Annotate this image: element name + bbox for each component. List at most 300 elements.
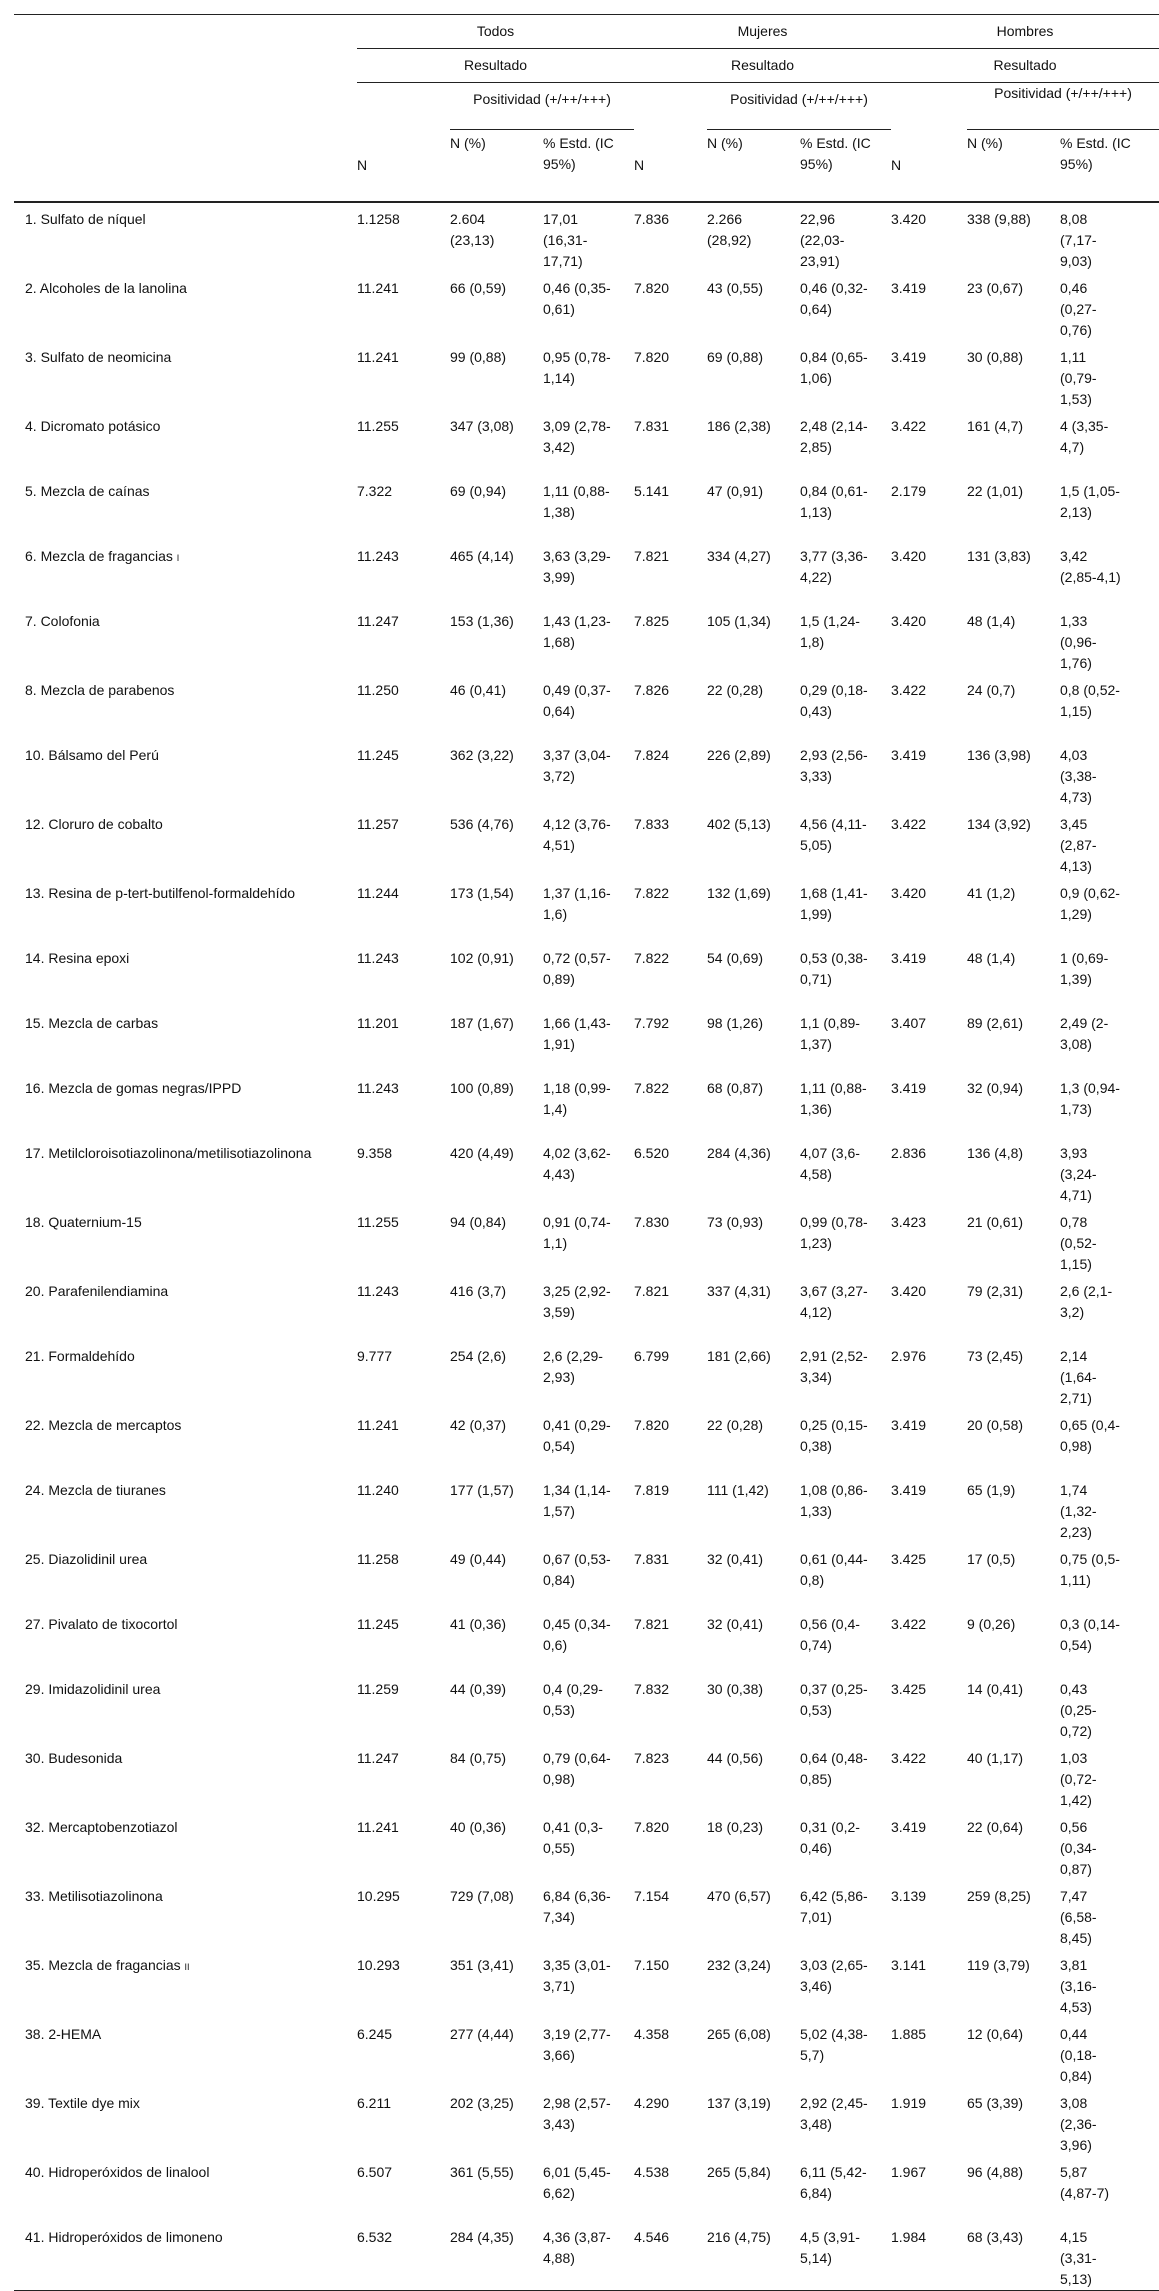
todos-n: 11.201 [357, 1015, 399, 1031]
mujeres-n-pct: 137 (3,19) [707, 2095, 771, 2111]
hombres-pct-estd: 1,3 (0,94-1,73) [1060, 1080, 1120, 1117]
mujeres-pct-estd: 3,03 (2,65-3,46) [800, 1957, 868, 1994]
hombres-n-pct: 12 (0,64) [967, 2026, 1024, 2042]
table-row [14, 410, 1159, 475]
mujeres-n: 7.821 [634, 548, 670, 564]
allergen-name: 29. Imidazolidinil urea [25, 1681, 161, 1697]
allergen-name: 21. Formaldehído [25, 1348, 135, 1364]
hombres-pct-estd: 1 (0,69-1,39) [1060, 950, 1109, 987]
todos-n-pct: 347 (3,08) [450, 418, 514, 434]
allergen-name: 1. Sulfato de níquel [25, 211, 146, 227]
mujeres-n: 7.154 [634, 1888, 670, 1904]
todos-n: 6.211 [357, 2095, 391, 2111]
mujeres-n: 7.820 [634, 280, 670, 296]
mujeres-pct-estd: 1,08 (0,86-1,33) [800, 1482, 868, 1519]
hombres-pct-estd: 1,74 (1,32-2,23) [1060, 1482, 1097, 1540]
hombres-pct-estd: 0,9 (0,62-1,29) [1060, 885, 1120, 922]
mujeres-pct-estd: 3,77 (3,36-4,22) [800, 548, 868, 585]
mujeres-n-pct: 32 (0,41) [707, 1551, 764, 1567]
mujeres-n: 7.820 [634, 1819, 670, 1835]
todos-pct-estd: 4,02 (3,62-4,43) [543, 1145, 611, 1182]
group-hombres: Hombres [891, 15, 1159, 49]
hombres-n: 3.419 [891, 280, 927, 296]
hombres-n: 1.984 [891, 2229, 927, 2245]
table-row [14, 540, 1159, 605]
allergen-name: 27. Pivalato de tixocortol [25, 1616, 178, 1632]
mujeres-n-pct: 47 (0,91) [707, 483, 764, 499]
hombres-pct-estd: 3,93 (3,24-4,71) [1060, 1145, 1097, 1203]
todos-n: 10.293 [357, 1957, 400, 1973]
hombres-n-pct: 24 (0,7) [967, 682, 1016, 698]
hombres-pct-estd: 0,46 (0,27-0,76) [1060, 280, 1097, 338]
hombres-n: 3.407 [891, 1015, 927, 1031]
hombres-n-pct: 32 (0,94) [967, 1080, 1024, 1096]
allergen-name: 35. Mezcla de fragancias II [25, 1957, 190, 1973]
mujeres-pct-estd: 0,31 (0,2-0,46) [800, 1819, 860, 1856]
todos-n-pct: 40 (0,36) [450, 1819, 507, 1835]
hombres-n: 3.420 [891, 548, 927, 564]
allergen-name: 3. Sulfato de neomicina [25, 349, 172, 365]
mujeres-n-pct: 216 (4,75) [707, 2229, 771, 2245]
todos-pct-estd: 3,25 (2,92-3,59) [543, 1283, 611, 1320]
mujeres-n-pct: 73 (0,93) [707, 1214, 764, 1230]
todos-n: 6.532 [357, 2229, 393, 2245]
table-row [14, 942, 1159, 1007]
mujeres-pct-estd: 5,02 (4,38-5,7) [800, 2026, 868, 2063]
mujeres-n-pct: 132 (1,69) [707, 885, 771, 901]
allergen-name: 30. Budesonida [25, 1750, 123, 1766]
todos-pct-estd: 1,18 (0,99-1,4) [543, 1080, 611, 1117]
hombres-n: 3.420 [891, 885, 927, 901]
hombres-n-pct: 338 (9,88) [967, 211, 1031, 227]
mujeres-n: 7.823 [634, 1750, 670, 1766]
allergen-name: 12. Cloruro de cobalto [25, 816, 163, 832]
allergen-name: 15. Mezcla de carbas [25, 1015, 159, 1031]
mujeres-n-pct: 18 (0,23) [707, 1819, 764, 1835]
mujeres-n-pct: 181 (2,66) [707, 1348, 771, 1364]
hombres-pct-estd: 2,14 (1,64-2,71) [1060, 1348, 1097, 1406]
todos-pct-estd: 6,01 (5,45-6,62) [543, 2164, 611, 2201]
mujeres-n: 6.520 [634, 1145, 670, 1161]
col-estd-todos: % Estd. (IC 95%) [543, 129, 634, 175]
mujeres-n: 7.821 [634, 1283, 670, 1299]
allergen-name: 4. Dicromato potásico [25, 418, 161, 434]
allergen-name: 24. Mezcla de tiuranes [25, 1482, 166, 1498]
todos-n-pct: 44 (0,39) [450, 1681, 507, 1697]
todos-n: 11.247 [357, 613, 399, 629]
todos-pct-estd: 0,41 (0,29-0,54) [543, 1417, 611, 1454]
todos-pct-estd: 17,01 (16,31-17,71) [543, 211, 588, 269]
todos-n: 11.243 [357, 548, 399, 564]
mujeres-n: 7.819 [634, 1482, 670, 1498]
hombres-n-pct: 136 (4,8) [967, 1145, 1024, 1161]
todos-n: 11.241 [357, 349, 399, 365]
table-row [14, 1811, 1159, 1880]
hombres-n: 2.836 [891, 1145, 927, 1161]
mujeres-pct-estd: 0,84 (0,61-1,13) [800, 483, 868, 520]
allergen-name: 32. Mercaptobenzotiazol [25, 1819, 178, 1835]
hombres-pct-estd: 4 (3,35-4,7) [1060, 418, 1109, 455]
todos-n: 11.244 [357, 885, 399, 901]
hombres-n-pct: 65 (3,39) [967, 2095, 1024, 2111]
mujeres-pct-estd: 1,68 (1,41-1,99) [800, 885, 868, 922]
mujeres-n-pct: 22 (0,28) [707, 682, 764, 698]
todos-n: 11.255 [357, 418, 399, 434]
table-row [14, 1673, 1159, 1742]
todos-pct-estd: 0,45 (0,34-0,6) [543, 1616, 611, 1653]
hombres-n-pct: 22 (0,64) [967, 1819, 1024, 1835]
table-row [14, 1543, 1159, 1608]
hombres-pct-estd: 0,44 (0,18-0,84) [1060, 2026, 1097, 2084]
mujeres-n: 4.358 [634, 2026, 670, 2042]
mujeres-pct-estd: 1,1 (0,89-1,37) [800, 1015, 860, 1052]
table-row [14, 1409, 1159, 1474]
hombres-n-pct: 119 (3,79) [967, 1957, 1030, 1973]
mujeres-n: 6.799 [634, 1348, 670, 1364]
todos-n-pct: 284 (4,35) [450, 2229, 514, 2245]
mujeres-n-pct: 22 (0,28) [707, 1417, 764, 1433]
hombres-n-pct: 89 (2,61) [967, 1015, 1024, 1031]
hombres-pct-estd: 0,56 (0,34-0,87) [1060, 1819, 1097, 1877]
col-npct-hombres: N (%) [967, 129, 1060, 154]
mujeres-n: 7.832 [634, 1681, 670, 1697]
hombres-n-pct: 9 (0,26) [967, 1616, 1016, 1632]
mujeres-pct-estd: 0,84 (0,65-1,06) [800, 349, 868, 386]
mujeres-pct-estd: 22,96 (22,03-23,91) [800, 211, 845, 269]
todos-pct-estd: 0,46 (0,35-0,61) [543, 280, 611, 317]
todos-n-pct: 254 (2,6) [450, 1348, 507, 1364]
table-row [14, 1608, 1159, 1673]
table-row [14, 2018, 1159, 2087]
table-row [14, 1474, 1159, 1543]
mujeres-pct-estd: 6,11 (5,42-6,84) [800, 2164, 867, 2201]
todos-n: 11.250 [357, 682, 399, 698]
allergen-name: 8. Mezcla de parabenos [25, 682, 175, 698]
hombres-n-pct: 68 (3,43) [967, 2229, 1024, 2245]
todos-n-pct: 2.604 (23,13) [450, 211, 495, 248]
table-row [14, 877, 1159, 942]
table-row [14, 203, 1159, 272]
todos-pct-estd: 0,67 (0,53-0,84) [543, 1551, 611, 1588]
hombres-pct-estd: 8,08 (7,17-9,03) [1060, 211, 1097, 269]
mujeres-n-pct: 111 (1,42) [707, 1482, 769, 1498]
allergen-name: 5. Mezcla de caínas [25, 483, 150, 499]
mujeres-n-pct: 44 (0,56) [707, 1750, 764, 1766]
table-row [14, 1880, 1159, 1949]
todos-n: 11.255 [357, 1214, 399, 1230]
mujeres-n-pct: 265 (5,84) [707, 2164, 771, 2180]
mujeres-n-pct: 2.266 (28,92) [707, 211, 752, 248]
todos-n: 11.245 [357, 747, 399, 763]
hombres-n: 1.967 [891, 2164, 927, 2180]
mujeres-n-pct: 402 (5,13) [707, 816, 771, 832]
hombres-n-pct: 96 (4,88) [967, 2164, 1024, 2180]
mujeres-pct-estd: 3,67 (3,27-4,12) [800, 1283, 868, 1320]
todos-n-pct: 420 (4,49) [450, 1145, 514, 1161]
todos-pct-estd: 0,91 (0,74-1,1) [543, 1214, 611, 1251]
todos-pct-estd: 1,66 (1,43-1,91) [543, 1015, 611, 1052]
todos-n: 11.258 [357, 1551, 399, 1567]
todos-n-pct: 351 (3,41) [450, 1957, 514, 1973]
hombres-n-pct: 73 (2,45) [967, 1348, 1024, 1364]
table-row [14, 2221, 1159, 2290]
mujeres-pct-estd: 4,07 (3,6-4,58) [800, 1145, 860, 1182]
col-npct-mujeres: N (%) [707, 129, 800, 154]
hombres-n: 3.423 [891, 1214, 927, 1230]
mujeres-pct-estd: 0,56 (0,4-0,74) [800, 1616, 860, 1653]
allergen-name: 38. 2-HEMA [25, 2026, 102, 2042]
hombres-pct-estd: 3,42 (2,85-4,1) [1060, 548, 1121, 585]
table-row [14, 1206, 1159, 1275]
todos-n: 11.243 [357, 950, 399, 966]
hombres-n-pct: 259 (8,25) [967, 1888, 1031, 1904]
col-n-mujeres: N [634, 156, 645, 173]
todos-n: 7.322 [357, 483, 393, 499]
table-row [14, 1072, 1159, 1137]
todos-n: 9.358 [357, 1145, 393, 1161]
hombres-pct-estd: 2,6 (2,1-3,2) [1060, 1283, 1113, 1320]
mujeres-n: 7.822 [634, 885, 670, 901]
todos-n: 11.241 [357, 1417, 399, 1433]
mujeres-n: 4.290 [634, 2095, 670, 2111]
hombres-n: 3.425 [891, 1681, 927, 1697]
allergen-name: 6. Mezcla de fragancias I [25, 548, 180, 564]
mujeres-n-pct: 32 (0,41) [707, 1616, 764, 1632]
todos-n: 11.257 [357, 816, 399, 832]
todos-n: 6.507 [357, 2164, 393, 2180]
todos-n-pct: 173 (1,54) [450, 885, 514, 901]
hombres-n: 3.419 [891, 950, 927, 966]
mujeres-pct-estd: 1,5 (1,24-1,8) [800, 613, 860, 650]
table-row [14, 1949, 1159, 2018]
table-row [14, 808, 1159, 877]
col-estd-mujeres: % Estd. (IC 95%) [800, 129, 891, 175]
todos-pct-estd: 2,6 (2,29-2,93) [543, 1348, 603, 1385]
col-estd-hombres: % Estd. (IC 95%) [1060, 129, 1159, 175]
allergen-name: 40. Hidroperóxidos de linalool [25, 2164, 210, 2180]
positividad-mujeres: Positividad (+/++/+++) [730, 91, 868, 107]
mujeres-n-pct: 43 (0,55) [707, 280, 764, 296]
todos-n-pct: 177 (1,57) [450, 1482, 514, 1498]
hombres-pct-estd: 3,81 (3,16-4,53) [1060, 1957, 1097, 2015]
hombres-n: 3.425 [891, 1551, 927, 1567]
todos-pct-estd: 2,98 (2,57-3,43) [543, 2095, 611, 2132]
todos-pct-estd: 0,72 (0,57-0,89) [543, 950, 611, 987]
table-row [14, 341, 1159, 410]
mujeres-n-pct: 334 (4,27) [707, 548, 771, 564]
mujeres-pct-estd: 2,93 (2,56-3,33) [800, 747, 868, 784]
mujeres-n: 7.833 [634, 816, 670, 832]
hombres-n-pct: 79 (2,31) [967, 1283, 1024, 1299]
mujeres-n: 4.538 [634, 2164, 670, 2180]
positividad-hombres: Positividad (+/++/+++) [994, 85, 1132, 101]
todos-n-pct: 465 (4,14) [450, 548, 514, 564]
mujeres-n: 7.820 [634, 349, 670, 365]
mujeres-pct-estd: 4,56 (4,11-5,05) [800, 816, 867, 853]
mujeres-n: 4.546 [634, 2229, 670, 2245]
hombres-pct-estd: 7,47 (6,58-8,45) [1060, 1888, 1097, 1946]
table-row [14, 674, 1159, 739]
mujeres-n: 7.821 [634, 1616, 670, 1632]
allergen-name: 22. Mezcla de mercaptos [25, 1417, 182, 1433]
hombres-pct-estd: 5,87 (4,87-7) [1060, 2164, 1110, 2201]
patch-test-table [14, 14, 1159, 2291]
todos-n: 11.245 [357, 1616, 399, 1632]
todos-pct-estd: 3,63 (3,29-3,99) [543, 548, 611, 585]
todos-n: 11.241 [357, 280, 399, 296]
mujeres-n-pct: 68 (0,87) [707, 1080, 764, 1096]
col-npct-todos: N (%) [450, 129, 543, 154]
hombres-pct-estd: 1,33 (0,96-1,76) [1060, 613, 1097, 671]
todos-pct-estd: 3,19 (2,77-3,66) [543, 2026, 611, 2063]
hombres-pct-estd: 4,03 (3,38-4,73) [1060, 747, 1097, 805]
mujeres-pct-estd: 0,37 (0,25-0,53) [800, 1681, 868, 1718]
mujeres-n: 7.825 [634, 613, 670, 629]
hombres-pct-estd: 3,45 (2,87-4,13) [1060, 816, 1097, 874]
mujeres-pct-estd: 1,11 (0,88-1,36) [800, 1080, 867, 1117]
hombres-n-pct: 14 (0,41) [967, 1681, 1024, 1697]
hombres-n: 3.422 [891, 1616, 927, 1632]
todos-n-pct: 277 (4,44) [450, 2026, 514, 2042]
hombres-n: 3.141 [891, 1957, 927, 1973]
hombres-pct-estd: 4,15 (3,31-5,13) [1060, 2229, 1097, 2287]
todos-pct-estd: 4,12 (3,76-4,51) [543, 816, 611, 853]
mujeres-pct-estd: 0,61 (0,44-0,8) [800, 1551, 868, 1588]
hombres-n: 3.419 [891, 1417, 927, 1433]
hombres-n: 3.422 [891, 682, 927, 698]
allergen-name: 16. Mezcla de gomas negras/IPPD [25, 1080, 242, 1096]
hombres-n-pct: 48 (1,4) [967, 950, 1016, 966]
hombres-n-pct: 134 (3,92) [967, 816, 1031, 832]
todos-n: 11.259 [357, 1681, 399, 1697]
mujeres-n: 7.822 [634, 950, 670, 966]
allergen-name: 13. Resina de p-tert-butilfenol-formaldehído [25, 885, 296, 901]
hombres-pct-estd: 0,43 (0,25-0,72) [1060, 1681, 1097, 1739]
mujeres-n-pct: 54 (0,69) [707, 950, 764, 966]
hombres-pct-estd: 0,75 (0,5-1,11) [1060, 1551, 1120, 1588]
allergen-name: 17. Metilcloroisotiazolinona/metilisotiazolinona [25, 1145, 312, 1161]
mujeres-n-pct: 265 (6,08) [707, 2026, 771, 2042]
allergen-name: 33. Metilisotiazolinona [25, 1888, 163, 1904]
resultado-todos: Resultado [357, 49, 634, 83]
table-header [14, 14, 1159, 203]
todos-pct-estd: 0,95 (0,78-1,14) [543, 349, 611, 386]
hombres-n-pct: 161 (4,7) [967, 418, 1024, 434]
hombres-n-pct: 21 (0,61) [967, 1214, 1024, 1230]
todos-n-pct: 202 (3,25) [450, 2095, 514, 2111]
mujeres-pct-estd: 2,48 (2,14-2,85) [800, 418, 868, 455]
todos-n: 9.777 [357, 1348, 393, 1364]
hombres-n: 3.420 [891, 613, 927, 629]
mujeres-n: 7.831 [634, 1551, 670, 1567]
hombres-pct-estd: 1,03 (0,72-1,42) [1060, 1750, 1097, 1808]
todos-n: 11.243 [357, 1283, 399, 1299]
hombres-n: 3.419 [891, 1819, 927, 1835]
allergen-name: 25. Diazolidinil urea [25, 1551, 148, 1567]
hombres-n: 3.422 [891, 418, 927, 434]
hombres-n-pct: 22 (1,01) [967, 483, 1024, 499]
todos-pct-estd: 0,49 (0,37-0,64) [543, 682, 611, 719]
mujeres-pct-estd: 6,42 (5,86-7,01) [800, 1888, 868, 1925]
hombres-n: 3.419 [891, 747, 927, 763]
hombres-n-pct: 30 (0,88) [967, 349, 1024, 365]
fragrance-mix-roman-numeral: I [176, 553, 180, 563]
mujeres-n: 7.826 [634, 682, 670, 698]
hombres-n: 1.919 [891, 2095, 927, 2111]
mujeres-n-pct: 337 (4,31) [707, 1283, 771, 1299]
todos-pct-estd: 3,37 (3,04-3,72) [543, 747, 611, 784]
todos-pct-estd: 3,35 (3,01-3,71) [543, 1957, 611, 1994]
table-row [14, 1275, 1159, 1340]
col-n-hombres: N [891, 156, 902, 173]
todos-n: 11.243 [357, 1080, 399, 1096]
mujeres-pct-estd: 0,53 (0,38-0,71) [800, 950, 868, 987]
hombres-n-pct: 40 (1,17) [967, 1750, 1024, 1766]
todos-n-pct: 46 (0,41) [450, 682, 507, 698]
mujeres-pct-estd: 0,46 (0,32-0,64) [800, 280, 868, 317]
allergen-name: 39. Textile dye mix [25, 2095, 140, 2111]
allergen-name: 41. Hidroperóxidos de limoneno [25, 2229, 223, 2245]
table-row [14, 739, 1159, 808]
todos-n-pct: 362 (3,22) [450, 747, 514, 763]
todos-n: 11.240 [357, 1482, 399, 1498]
todos-n: 1.1258 [357, 211, 400, 227]
group-todos: Todos [357, 15, 634, 49]
table-row [14, 1340, 1159, 1409]
todos-n-pct: 69 (0,94) [450, 483, 507, 499]
mujeres-n: 7.820 [634, 1417, 670, 1433]
hombres-pct-estd: 1,5 (1,05-2,13) [1060, 483, 1120, 520]
mujeres-pct-estd: 4,5 (3,91-5,14) [800, 2229, 860, 2266]
todos-pct-estd: 6,84 (6,36-7,34) [543, 1888, 611, 1925]
mujeres-n-pct: 30 (0,38) [707, 1681, 764, 1697]
mujeres-n-pct: 105 (1,34) [707, 613, 771, 629]
hombres-n-pct: 41 (1,2) [967, 885, 1016, 901]
hombres-n: 3.420 [891, 1283, 927, 1299]
allergen-name: 2. Alcoholes de la lanolina [25, 280, 187, 296]
mujeres-n: 7.831 [634, 418, 670, 434]
mujeres-pct-estd: 0,29 (0,18-0,43) [800, 682, 868, 719]
todos-n: 11.247 [357, 1750, 399, 1766]
mujeres-pct-estd: 2,91 (2,52-3,34) [800, 1348, 868, 1385]
todos-n-pct: 153 (1,36) [450, 613, 514, 629]
todos-pct-estd: 4,36 (3,87-4,88) [543, 2229, 611, 2266]
mujeres-n: 7.836 [634, 211, 670, 227]
todos-n-pct: 536 (4,76) [450, 816, 514, 832]
hombres-pct-estd: 0,3 (0,14-0,54) [1060, 1616, 1120, 1653]
table-row [14, 1007, 1159, 1072]
mujeres-pct-estd: 0,25 (0,15-0,38) [800, 1417, 868, 1454]
table-body [14, 203, 1159, 2290]
allergen-name: 10. Bálsamo del Perú [25, 747, 159, 763]
hombres-pct-estd: 3,08 (2,36-3,96) [1060, 2095, 1097, 2153]
todos-n-pct: 99 (0,88) [450, 349, 507, 365]
hombres-n-pct: 136 (3,98) [967, 747, 1031, 763]
hombres-n-pct: 20 (0,58) [967, 1417, 1024, 1433]
table-row [14, 2087, 1159, 2156]
todos-pct-estd: 1,11 (0,88-1,38) [543, 483, 610, 520]
hombres-n: 3.422 [891, 816, 927, 832]
todos-n-pct: 729 (7,08) [450, 1888, 514, 1904]
todos-n-pct: 416 (3,7) [450, 1283, 507, 1299]
hombres-pct-estd: 1,11 (0,79-1,53) [1060, 349, 1097, 407]
mujeres-pct-estd: 0,99 (0,78-1,23) [800, 1214, 868, 1251]
todos-pct-estd: 1,43 (1,23-1,68) [543, 613, 611, 650]
hombres-n: 3.420 [891, 211, 927, 227]
mujeres-n-pct: 98 (1,26) [707, 1015, 764, 1031]
table-row [14, 605, 1159, 674]
todos-pct-estd: 1,37 (1,16-1,6) [543, 885, 611, 922]
